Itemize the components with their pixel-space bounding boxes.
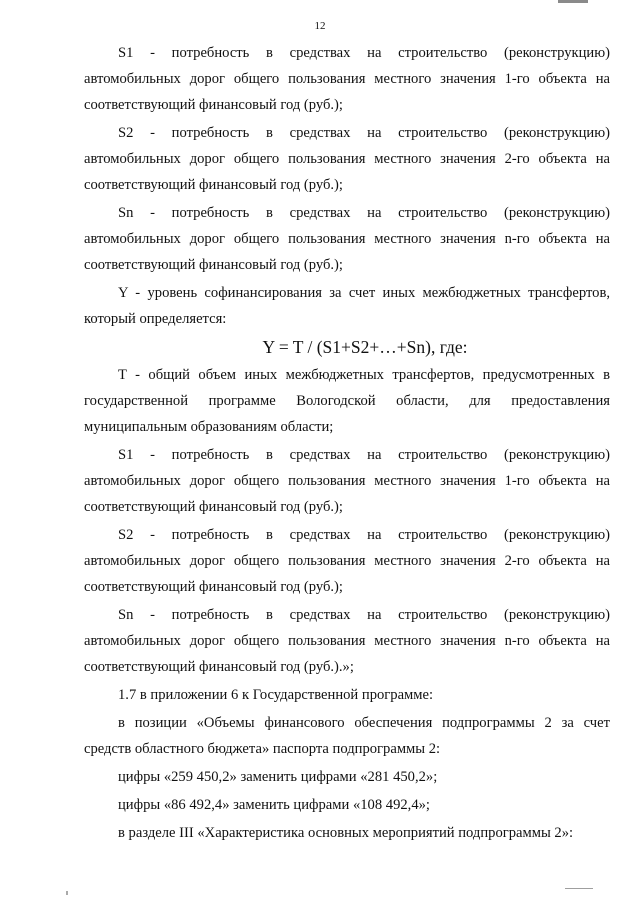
formula-y: Y = T / (S1+S2+…+Sn), где: — [262, 337, 468, 357]
paragraph-s2-definition-repeat: S2 - потребность в средствах на строительство (реконструкцию) автомобильных дорог общего пользования местного значения 2-го объекта на соответствующий финансовый год (руб.); — [84, 527, 610, 595]
scan-mark-top — [558, 0, 588, 3]
paragraph-position-volumes: в позиции «Объемы финансового обеспечения подпрограммы 2 за счет средств областного бюджета» паспорта подпрограммы 2: — [84, 715, 610, 757]
page-number: 12 — [314, 20, 326, 32]
paragraph-replace-1: цифры «259 450,2» заменить цифрами «281 450,2»; — [118, 769, 438, 785]
document-body — [84, 40, 610, 846]
paragraph-s2-definition: S2 - потребность в средствах на строительство (реконструкцию) автомобильных дорог общего пользования местного значения 2-го объекта на соответствующий финансовый год (руб.); — [84, 125, 610, 193]
scan-mark-bottom-right — [565, 888, 593, 889]
paragraph-t-definition: T - общий объем иных межбюджетных трансфертов, предусмотренных в государственной программе Вологодской области, для предоставления муниципальным образованиям области; — [84, 367, 610, 435]
paragraph-sn-definition: Sn - потребность в средствах на строительство (реконструкцию) автомобильных дорог общего пользования местного значения n-го объекта на соответствующий финансовый год (руб.); — [84, 205, 610, 273]
scan-mark-bottom-left — [66, 891, 68, 895]
paragraph-section-iii: в разделе III «Характеристика основных мероприятий подпрограммы 2»: — [118, 825, 574, 841]
paragraph-item-1-7: 1.7 в приложении 6 к Государственной программе: — [118, 687, 434, 703]
paragraph-s1-definition: S1 - потребность в средствах на строительство (реконструкцию) автомобильных дорог общего пользования местного значения 1-го объекта на соответствующий финансовый год (руб.); — [84, 45, 610, 113]
paragraph-y-definition: Y - уровень софинансирования за счет иных межбюджетных трансфертов, который определяется: — [84, 285, 610, 327]
paragraph-s1-definition-repeat: S1 - потребность в средствах на строительство (реконструкцию) автомобильных дорог общего пользования местного значения 1-го объекта на соответствующий финансовый год (руб.); — [84, 447, 610, 515]
paragraph-replace-2: цифры «86 492,4» заменить цифрами «108 492,4»; — [118, 797, 430, 813]
paragraph-sn-definition-repeat: Sn - потребность в средствах на строительство (реконструкцию) автомобильных дорог общего пользования местного значения n-го объекта на соответствующий финансовый год (руб.).»; — [84, 607, 610, 675]
